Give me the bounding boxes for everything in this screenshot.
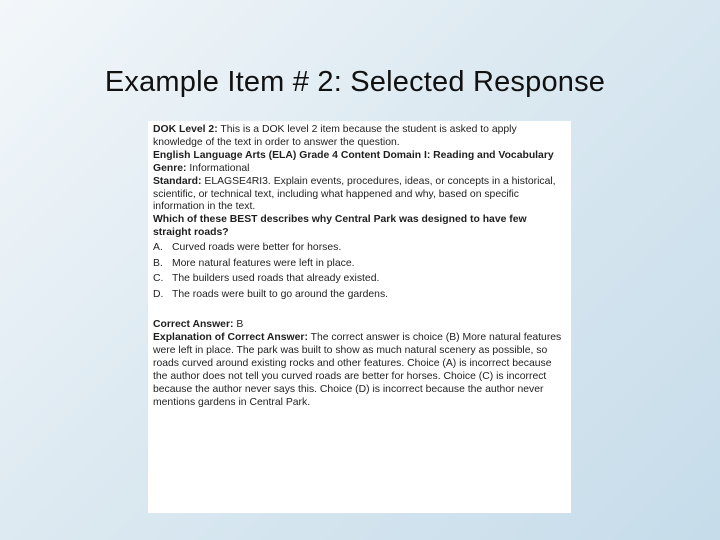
- answer-choice-d: [153, 287, 567, 303]
- correct-answer-value: B: [233, 319, 244, 331]
- correct-answer-paragraph: [153, 319, 567, 332]
- dok-level-label: DOK Level 2:: [153, 124, 218, 135]
- choice-letter: D.: [153, 288, 164, 300]
- genre-paragraph: [153, 163, 567, 176]
- choice-letter: C.: [153, 273, 164, 285]
- explanation-text: The correct answer is choice (B) More natural features were left in place. The park was built to show as much natural scenery as possible, so roads curved around existing rocks and other features. Choice (A) is incorrect because the author does not tell you curved roads are better for horses. Choice (C) is incorrect because the author never says this. Choice (D) is incorrect because the author never mentions gardens in Central Park.: [153, 332, 562, 408]
- choice-text: More natural features were left in place.: [172, 257, 355, 269]
- standard-text: ELAGSE4RI3. Explain events, procedures, ideas, or concepts in a historical, scientific, or technical text, including what happened and why, based on specific information in the text.: [153, 175, 556, 213]
- genre-text: Informational: [186, 162, 250, 174]
- choice-text: The builders used roads that already existed.: [172, 273, 380, 285]
- dok-level-paragraph: [153, 124, 567, 150]
- content-domain-heading: English Language Arts (ELA) Grade 4 Content Domain I: Reading and Vocabulary: [153, 149, 554, 161]
- explanation-label: Explanation of Correct Answer:: [153, 332, 308, 344]
- answer-choice-a: [153, 240, 567, 256]
- standard-label: Standard:: [153, 175, 202, 187]
- explanation-paragraph: [153, 332, 567, 409]
- answer-choices-list: [153, 240, 567, 302]
- slide-title: Example Item # 2: Selected Response: [104, 66, 606, 98]
- genre-label: Genre:: [153, 162, 187, 174]
- item-document-panel: [148, 121, 571, 513]
- choice-text: Curved roads were better for horses.: [172, 242, 342, 254]
- choice-letter: A.: [153, 242, 163, 254]
- answer-choice-c: [153, 271, 567, 287]
- question-text: Which of these BEST describes why Central Park was designed to have few straight roads?: [153, 214, 527, 239]
- choice-text: The roads were built to go around the gardens.: [172, 288, 389, 300]
- standard-paragraph: [153, 176, 567, 215]
- correct-answer-label: Correct Answer:: [153, 319, 234, 331]
- answer-choice-b: [153, 256, 567, 272]
- choice-letter: B.: [153, 257, 163, 269]
- dok-level-text: This is a DOK level 2 item because the student is asked to apply knowledge of the text in order to answer the question.: [153, 124, 517, 148]
